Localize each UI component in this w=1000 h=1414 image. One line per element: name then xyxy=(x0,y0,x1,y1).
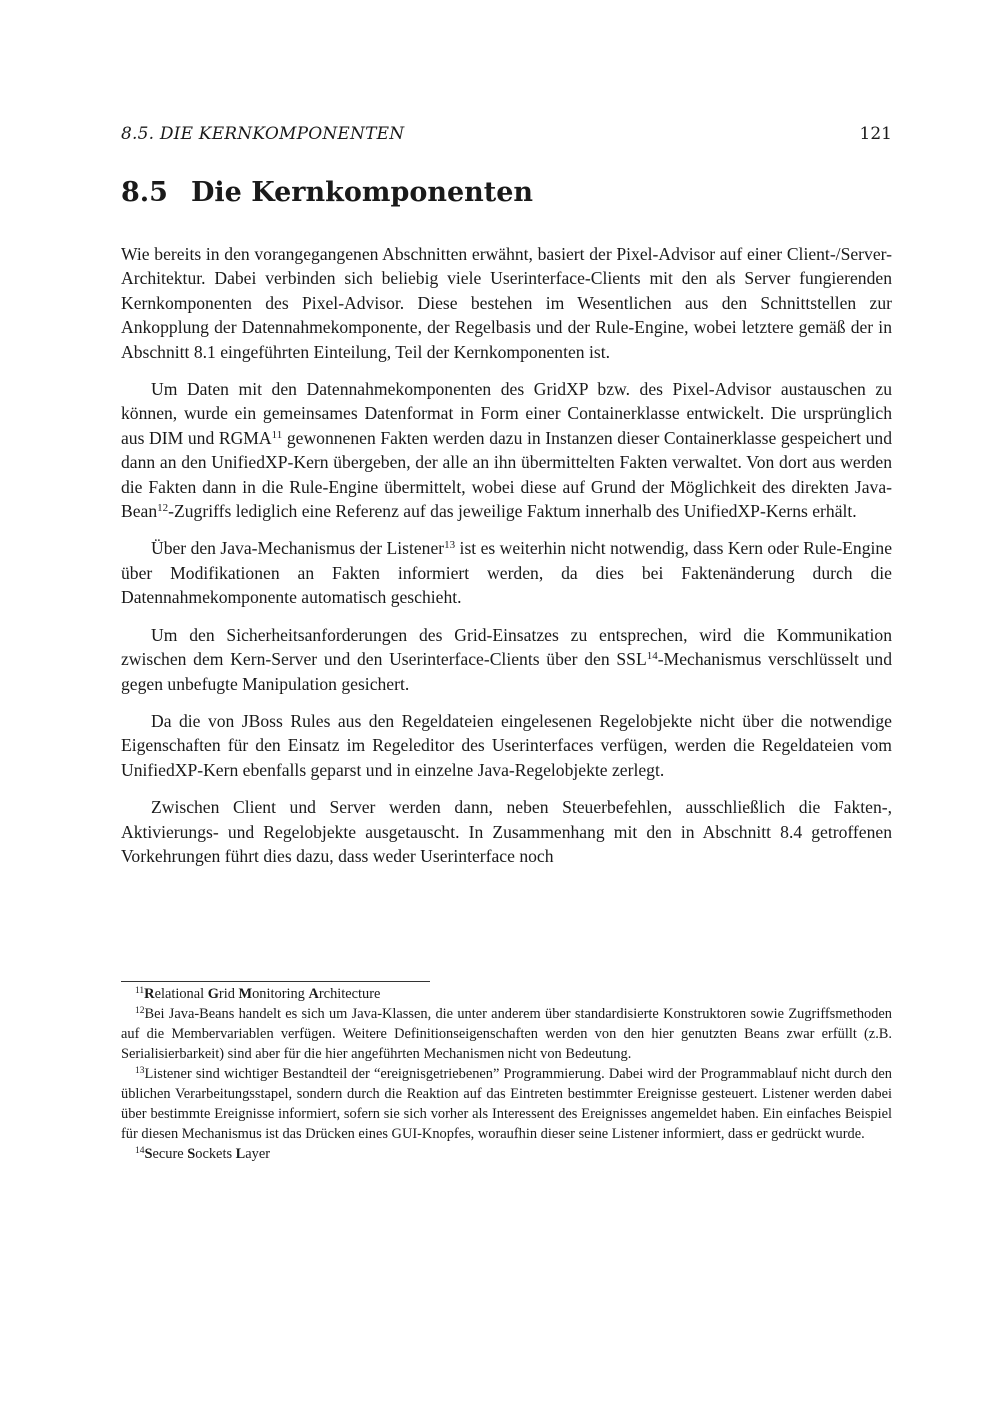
footnote-text: onitoring xyxy=(252,986,309,1002)
footnote-number: 12 xyxy=(135,1006,145,1016)
section-heading xyxy=(121,174,892,212)
body-text xyxy=(121,242,892,881)
footnote-11 xyxy=(121,984,892,1004)
section-title: Die Kernkomponenten xyxy=(191,177,534,208)
page-number: 121 xyxy=(859,124,892,144)
footnote-number: 14 xyxy=(135,1146,145,1156)
footnote-text: elational xyxy=(154,986,208,1002)
running-title: 8.5. DIE KERNKOMPONENTEN xyxy=(121,124,405,144)
paragraph-text: Wie bereits in den vorangegangenen Abschnitten erwähnt, basiert der Pixel-Advisor auf einer Client-/Server-Architektur. Dabei verbinden sich beliebig viele Userinterface-Clients mit den als Server fungierenden Kernkomponenten des Pixel-Advisor. Diese bestehen im Wesentlichen aus den Schnittstellen zur Ankopplung der Datennahmekomponente, der Regelbasis und der Rule-Engine, wobei letztere gemäß der in Abschnitt 8.1 eingeführten Einteilung, Teil der Kernkomponenten ist. xyxy=(121,244,892,362)
acronym-letter: L xyxy=(235,1146,246,1162)
footnote-14 xyxy=(121,1144,892,1164)
paragraph xyxy=(121,536,892,609)
running-header xyxy=(121,122,892,150)
footnote-text: rchitecture xyxy=(318,986,381,1002)
acronym-letter: A xyxy=(308,986,319,1002)
footnotes xyxy=(121,984,892,1164)
paragraph-text: Um den Sicherheitsanforderungen des Grid-Einsatzes zu entsprechen, wird die Kommunikation zwischen dem Kern-Server und den Userinterface-Clients über den SSL xyxy=(121,624,892,670)
footnote-text: Bei Java-Beans handelt es sich um Java-Klassen, die unter anderem über standardisierte Konstruktoren sowie Zugriffsmethoden auf die Membervariablen verfügen. Weitere Definitionseigenschaften werden von den hier genutzten Beans zwar erfüllt (z.B. Serialisierbarkeit) sind aber für die hier angeführten Mechanismen nicht von Bedeutung. xyxy=(121,1006,892,1062)
acronym-letter: S xyxy=(144,1146,153,1162)
footnote-marker[interactable]: 14 xyxy=(646,650,658,663)
footnote-number: 11 xyxy=(135,986,145,996)
paragraph xyxy=(121,795,892,868)
paragraph-text: Da die von JBoss Rules aus den Regeldateien eingelesenen Regelobjekte nicht über die notwendige Eigenschaften für den Einsatz im Regeleditor des Userinterfaces verfügen, werden die Regeldateien vom UnifiedXP-Kern ebenfalls geparst und in einzelne Java-Regelobjekte zerlegt. xyxy=(121,710,892,780)
footnote-text: ecure xyxy=(152,1146,188,1162)
footnote-number: 13 xyxy=(135,1066,145,1076)
paragraph-text: -Mechanismus verschlüsselt und gegen unbefugte Manipulation gesichert. xyxy=(121,649,893,694)
paragraph-text: -Zugriffs lediglich eine Referenz auf das jeweilige Faktum innerhalb des UnifiedXP-Kerns erhält. xyxy=(168,501,857,522)
paragraph-text: gewonnenen Fakten werden dazu in Instanzen dieser Containerklasse gespeichert und dann an den UnifiedXP-Kern übergeben, der alle an ihn übermittelten Fakten verwaltet. Von dort aus werden die Fakten dann in die Rule-Engine übermittelt, wobei diese auf Grund der Möglichkeit des direkten Java-Bean xyxy=(121,427,892,522)
paragraph xyxy=(121,242,892,364)
footnote-marker[interactable]: 12 xyxy=(157,502,169,515)
footnote-13 xyxy=(121,1064,892,1144)
paragraph-text: Zwischen Client und Server werden dann, neben Steuerbefehlen, ausschließlich die Fakten-, Aktivierungs- und Regelobjekte ausgetauscht. In Zusammenhang mit den in Abschnitt 8.4 getroffenen Vorkehrungen führt dies dazu, dass weder Userinterface noch xyxy=(121,797,892,866)
footnote-marker[interactable]: 11 xyxy=(271,428,283,441)
acronym-letter: R xyxy=(144,986,155,1002)
paragraph-text: Über den Java-Mechanismus der Listener xyxy=(151,538,445,559)
acronym-letter: M xyxy=(238,986,253,1002)
footnote-text: ayer xyxy=(245,1146,271,1162)
footnote-text: ockets xyxy=(195,1146,236,1162)
acronym-letter: S xyxy=(187,1146,196,1162)
footnote-text: rid xyxy=(218,986,239,1002)
paragraph xyxy=(121,623,892,696)
paragraph xyxy=(121,709,892,782)
paragraph xyxy=(121,377,892,523)
footnote-divider xyxy=(121,981,430,982)
section-number: 8.5 xyxy=(121,177,168,208)
paragraph-text: ist es weiterhin nicht notwendig, dass Kern oder Rule-Engine über Modifikationen an Fakten informiert werden, da dies bei Faktenänderung durch die Datennahmekomponente automatisch geschieht. xyxy=(121,538,893,608)
footnote-12 xyxy=(121,1004,892,1064)
paragraph-text: Um Daten mit den Datennahmekomponenten des GridXP bzw. des Pixel-Advisor austauschen zu können, wurde ein gemeinsames Datenformat in Form einer Containerklasse entwickelt. Die ursprünglich aus DIM und RGMA xyxy=(121,379,892,448)
footnote-marker[interactable]: 13 xyxy=(444,539,456,552)
footnote-text: Listener sind wichtiger Bestandteil der “ereignisgetriebenen” Programmierung. Dabei wird der Programmablauf nicht durch den üblichen Verarbeitungsstapel, sondern durch die Reaktion auf das Eintreten bestimmter Ereignisse gesteuert. Listener werden dabei über bestimmte Ereignisse informiert, sofern sie sich vorher als Interessent des Ereignisses angemeldet haben. Ein einfaches Beispiel für diesen Mechanismus ist das Drücken eines GUI-Knopfes, woraufhin dieser seine Listener informiert, dass er gedrückt wurde. xyxy=(121,1066,892,1142)
acronym-letter: G xyxy=(207,986,219,1002)
